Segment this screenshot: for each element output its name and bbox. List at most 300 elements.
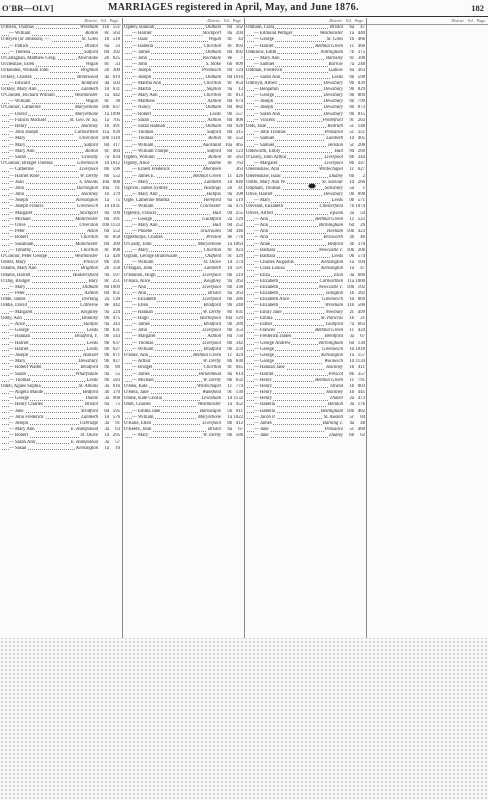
entry-name: O'Keefe, John [124, 427, 152, 433]
entry-page: 939 [112, 130, 120, 136]
entry-volume: 9b [104, 340, 109, 346]
entry-page: 424 [357, 328, 365, 334]
entry-district: Barking T. [322, 421, 343, 426]
entry-name: — Harriet [254, 43, 274, 49]
entry-volume: 8b [227, 297, 232, 303]
entry-name: — George [254, 346, 275, 352]
register-entry [123, 433, 244, 439]
entry-volume: 1d [227, 179, 232, 185]
entry-name: — Michael [9, 216, 31, 222]
entry-district: Stockport [202, 31, 221, 37]
entry-page: 926 [235, 124, 243, 129]
entry-name: — Arthur [132, 359, 151, 365]
entry-district: St. Giles [326, 37, 343, 43]
entry-volume: 1d [349, 346, 354, 352]
entry-name: — Mary [132, 247, 149, 253]
entry-volume: 4a [104, 74, 109, 80]
entry-district: Newcastle T. [318, 247, 343, 253]
entry-name: — Joseph [132, 74, 152, 80]
entry-district: Bedford [82, 390, 98, 396]
entry-page: 518 [112, 37, 120, 43]
entry-page: 1000 [355, 278, 365, 284]
entry-district: Whitechapel [319, 167, 343, 173]
entry-volume: 8b [227, 272, 232, 278]
entry-name: — Thomas [132, 340, 154, 346]
entry-page: 923 [235, 247, 243, 253]
entry-page: 466 [357, 37, 365, 43]
entry-volume: 8d [227, 68, 232, 74]
entry-page: 899 [235, 62, 243, 68]
entry-volume: 4a [104, 80, 109, 86]
entry-name: — Harriet [132, 31, 152, 37]
entry-name: — Ann [132, 291, 146, 297]
subheader-label: District. [84, 18, 98, 23]
entry-page: 627 [112, 346, 120, 352]
entry-page: 375 [357, 49, 365, 55]
entry-volume: 5c [349, 427, 354, 433]
entry-district: Oldham [205, 105, 221, 111]
entry-name: O'Hea, Kate [124, 383, 148, 389]
entry-page: 475 [112, 315, 120, 321]
entry-page: 851 [112, 291, 120, 297]
entry-volume: 1c [349, 216, 354, 222]
entry-name: Olds, Jane [246, 124, 266, 129]
entry-volume: 9a [104, 322, 109, 327]
entry-page: 506 [357, 303, 365, 309]
entry-page: 869 [357, 297, 365, 303]
entry-district: Aston [87, 229, 98, 235]
entry-volume: 1b [104, 192, 109, 198]
entry-volume: 1d [227, 396, 232, 402]
entry-district: Hull [212, 223, 221, 228]
entry-volume: 1c [349, 43, 354, 49]
entry-district: Brentwood [77, 74, 98, 80]
entry-district: Lewisham [201, 396, 221, 402]
entry-volume: 8c [227, 93, 232, 99]
entry-district: Colchester [200, 204, 221, 210]
entry-name: O'Grady, John [124, 241, 152, 247]
entry-volume: 2a [349, 210, 354, 216]
entry-volume: 8a [104, 210, 109, 216]
entry-name: Oliffe, Mary Ann W. [246, 179, 286, 185]
entry-volume: 6a [227, 291, 232, 297]
entry-volume: 8c [227, 37, 232, 43]
entry-page: 616 [112, 383, 120, 389]
entry-district: Bristol [329, 25, 343, 30]
entry-volume: 1b [349, 365, 354, 371]
entry-page: 834 [112, 154, 120, 160]
entry-name: — Harriet [254, 371, 274, 377]
entry-page: 596 [112, 167, 120, 173]
entry-district: Liverpool [79, 167, 98, 173]
entry-volume: 8b [227, 433, 232, 439]
entry-district: Lambeth [326, 136, 343, 142]
entry-volume: 1a [349, 266, 354, 272]
entry-district: Brighton [80, 68, 98, 74]
entry-district: Kensington [321, 352, 343, 358]
entry-page: 464 [112, 148, 120, 154]
entry-name: — Robert [132, 111, 152, 117]
entry-volume: 3a [349, 334, 354, 340]
entry-volume: 6a [104, 43, 109, 49]
entry-page: 340 [235, 229, 243, 235]
entry-name: Oldman, Frederick [246, 68, 283, 74]
entry-page: 263 [235, 291, 243, 297]
entry-page: 353 [235, 328, 243, 334]
entry-district: Marylebone [74, 105, 98, 111]
entry-district: Liverpool [202, 284, 221, 290]
entry-name: — George Andrew [254, 340, 291, 346]
entry-name: Ogden, Hannah [124, 25, 155, 30]
entry-volume: 8c [104, 235, 109, 241]
entry-district: Bradford [203, 303, 221, 309]
entry-name: — Mary [9, 136, 26, 142]
entry-name: — Henry [254, 377, 272, 383]
entry-district: Brixworth [323, 235, 343, 241]
entry-name: — Ernest Frederick [132, 167, 170, 173]
entry-page: 13 [238, 86, 243, 92]
entry-district: Woolwich [324, 359, 343, 365]
entry-volume: 3b [349, 241, 354, 247]
entry-name: — Henry [254, 383, 272, 389]
entry-name: — Sarah Ann [254, 111, 281, 117]
entry-page: 48 [360, 421, 365, 426]
entry-page: 21 [360, 315, 365, 321]
entry-name: Odde, James [1, 297, 26, 303]
entry-page: 282 [357, 291, 365, 297]
entry-volume: 8d [104, 216, 109, 222]
entry-name: — Hannah [132, 309, 153, 315]
entry-volume: 9b [227, 111, 232, 117]
entry-page: 442 [112, 93, 120, 99]
entry-volume: 9a [227, 86, 232, 92]
entry-page: 1012 [110, 161, 120, 167]
register-column-4 [366, 18, 488, 638]
entry-district: Marylebone [197, 414, 221, 420]
entry-volume: 1d [104, 433, 109, 439]
entry-volume: 3a [104, 383, 109, 389]
entry-district: Hexham [327, 229, 343, 235]
entry-district: Wrexham [325, 303, 343, 309]
entry-page: 274 [235, 260, 243, 266]
entry-district: Carmarthen [319, 278, 343, 284]
entry-district: Leeds [331, 198, 343, 204]
entry-district: Clitheroe [80, 303, 98, 309]
entry-district: St. Albans [78, 383, 98, 389]
entry-name: — Emma [254, 315, 273, 321]
entry-volume: 8d [104, 49, 109, 55]
entry-district: Guildford [202, 216, 221, 222]
entry-name: — Hugh [132, 315, 149, 321]
entry-page: 597 [235, 266, 243, 272]
entry-page: 671 [112, 352, 120, 358]
entry-name: — Alice [9, 322, 26, 327]
entry-name: — James E. [132, 173, 156, 179]
entry-district: E. Hampstead [70, 427, 98, 433]
entry-volume: 8c [227, 43, 232, 49]
entry-name: O'Hara, Alice [124, 278, 151, 284]
entry-district: Chorlton [203, 365, 221, 371]
entry-district: Wrexham [80, 25, 98, 30]
entry-name: — Olive [9, 223, 26, 228]
entry-volume: 8d [227, 25, 232, 30]
entry-district: Carmarthen [74, 130, 98, 136]
entry-district: Lambeth [204, 179, 221, 185]
entry-page: 263 [357, 117, 365, 123]
subheader-label: Vol. [345, 18, 352, 23]
entry-district: Bradford [203, 346, 221, 352]
entry-page: 67 [360, 334, 365, 340]
entry-name: — John Frederick [9, 414, 44, 420]
entry-district: Bristol [207, 427, 221, 433]
subheader-label: District. [451, 18, 465, 23]
entry-district: Bradford [80, 365, 98, 371]
entry-volume: 3a [104, 427, 109, 433]
entry-volume: 10b [101, 223, 109, 228]
entry-district: Thame [84, 396, 98, 402]
entry-volume: 8d [227, 74, 232, 80]
entry-name: Oglesby, Francis [124, 210, 157, 216]
entry-page: 426 [235, 173, 243, 179]
entry-page: 62 [360, 433, 365, 439]
entry-name: — Elizabeth [254, 278, 279, 284]
entry-volume: 11a [102, 130, 109, 136]
entry-volume: 9b [349, 74, 354, 80]
entry-name: O'Connell, Richard William [1, 93, 55, 99]
entry-page: 552 [235, 136, 243, 142]
entry-page: 631 [112, 86, 120, 92]
entry-page: 562 [235, 25, 243, 30]
entry-name: O'Connor, Peter George [1, 253, 48, 259]
entry-volume: 3b [104, 390, 109, 396]
entry-district: W. Derby [203, 433, 221, 439]
entry-district: Manchester [75, 241, 98, 247]
entry-district: Salford [207, 148, 221, 154]
entry-volume: 9a [104, 371, 109, 377]
entry-name: — John [132, 62, 148, 68]
entry-volume: 7a [349, 322, 354, 327]
entry-district: Hunslet [83, 352, 98, 358]
entry-district: Bristol [84, 43, 98, 49]
entry-district: Ulverston [79, 223, 98, 228]
entry-page: 674 [235, 99, 243, 105]
entry-page: 557 [235, 111, 243, 117]
entry-district: Marylebone [74, 111, 98, 117]
entry-volume: 9c [227, 253, 232, 259]
entry-name: — William [132, 414, 154, 420]
entry-name: — Mary [9, 142, 26, 148]
entry-name: — Martin [132, 86, 152, 92]
entry-page: 968 [112, 396, 120, 402]
entry-name: Olerenshaw, Isaac [246, 173, 281, 179]
entry-name: — Ann [254, 216, 268, 222]
entry-volume: 6a [227, 427, 232, 433]
entry-volume: 9b [227, 346, 232, 352]
entry-volume: 5a [349, 185, 354, 191]
entry-district: W. Derby [80, 173, 98, 179]
entry-district: Bolton [85, 31, 98, 37]
entry-page: 791 [357, 377, 365, 383]
entry-district: Leeds [331, 74, 343, 80]
entry-name: O'Hera, Jane [124, 390, 149, 396]
entry-volume: 8d [104, 142, 109, 148]
entry-page: 46 [360, 235, 365, 241]
entry-page: 563 [235, 154, 243, 160]
entry-name: — Mary Ann [132, 93, 158, 99]
entry-page: 803 [357, 383, 365, 389]
entry-volume: 6d [104, 229, 109, 235]
entry-page: 519 [235, 198, 243, 204]
entry-volume: 1b [349, 37, 354, 43]
entry-page: 552 [112, 229, 120, 235]
entry-district: Halifax [206, 192, 221, 198]
entry-name: Ockley, Mary Ann [1, 86, 37, 92]
entry-volume: 9d [227, 223, 232, 228]
entry-volume: 1b [349, 315, 354, 321]
entry-volume: 1a [349, 352, 354, 358]
entry-district: Chorlton [203, 247, 221, 253]
entry-page: 358 [112, 266, 120, 272]
entry-name: — Ellen [132, 303, 149, 309]
entry-page: 900 [112, 179, 120, 185]
entry-volume: 1d [104, 414, 109, 420]
entry-page: 1022 [233, 414, 243, 420]
entry-district: Rochdale [202, 55, 221, 61]
entry-name: Oliveant, Elizabeth [246, 204, 284, 210]
entry-page: 763 [235, 161, 243, 167]
entry-page: 869 [357, 93, 365, 99]
entry-name: O'Day, Bridget [1, 278, 30, 284]
entry-district: St. Olave [80, 433, 98, 439]
entry-volume: 1a [227, 241, 232, 247]
entry-district: Dewsbury [78, 359, 98, 365]
entry-volume: 2a [104, 297, 109, 303]
entry-volume: 8d [227, 117, 232, 123]
entry-district: Dewsbury [323, 80, 343, 86]
entry-volume: 10a [225, 142, 232, 148]
entry-district: Barrow [328, 62, 343, 68]
entry-volume: 6a [227, 198, 232, 204]
entry-volume: 8d [104, 284, 109, 290]
entry-district: Prescot [83, 260, 98, 266]
entry-district: S. Stoke [205, 62, 221, 68]
entry-volume: 8d [227, 99, 232, 105]
entry-volume: 1a [104, 198, 109, 204]
entry-name: — Harriet [9, 340, 29, 346]
register-entry [245, 433, 366, 439]
entry-page: 552 [112, 173, 120, 179]
entry-name: — Jane [254, 433, 269, 439]
entry-name: Oddy, Ann [1, 315, 22, 321]
entry-page: 614 [235, 371, 243, 377]
entry-volume: 8d [227, 148, 232, 154]
entry-district: Bethnal Green [315, 377, 343, 383]
entry-volume: 1a [104, 253, 109, 259]
entry-district: Kensington [321, 260, 343, 266]
entry-district: Stratford [80, 408, 98, 414]
entry-page: 123 [235, 148, 243, 154]
page-number: 182 [471, 3, 484, 13]
entry-page: 813 [235, 93, 243, 99]
entry-page: 309 [112, 241, 120, 247]
entry-page: 75 [115, 198, 120, 204]
entry-district: Uxbridge [79, 421, 98, 426]
entry-page: 347 [357, 161, 365, 167]
entry-page: 130 [357, 340, 365, 346]
entry-district: W. Derby [203, 309, 221, 315]
entry-page: 705 [112, 117, 120, 123]
entry-name: Ogilby, Alice [124, 161, 150, 167]
entry-district: Bethnal Green [315, 43, 343, 49]
entry-name: — Samuel [254, 136, 275, 142]
entry-name: O'Brien, Thomas [1, 25, 34, 30]
entry-name: — Esther [254, 322, 273, 327]
entry-district: Oldfield [205, 253, 221, 259]
entry-volume: 8c [104, 148, 109, 154]
entry-district: Bristol [207, 291, 221, 297]
entry-district: Ulverston [79, 136, 98, 142]
entry-volume: 1a [349, 260, 354, 266]
entry-page: 424 [235, 352, 243, 358]
entry-volume: 9a [227, 278, 232, 284]
entry-district: Westminster [197, 402, 221, 408]
entry-name: Oldroyd, Alfred [246, 80, 277, 86]
entry-volume: 1d [349, 297, 354, 303]
entry-page: 370 [357, 241, 365, 247]
entry-page: 1010 [233, 74, 243, 80]
entry-name: — John Thomas [254, 130, 286, 136]
entry-volume: 6b [349, 173, 354, 179]
entry-page: 2 [362, 173, 365, 179]
entry-volume: 7b [349, 204, 354, 210]
entry-volume: 1d [227, 266, 232, 272]
entry-district: Dorking [82, 297, 98, 303]
entry-name: — Isabella [132, 43, 153, 49]
entry-volume: 1b [349, 383, 354, 389]
entry-name: — Margaret [9, 309, 33, 315]
entry-district: Hereford [203, 198, 221, 204]
entry-district: Newcastle T. [318, 284, 343, 290]
entry-name: — James [132, 49, 150, 55]
entry-name: — Jacob P. [254, 414, 276, 420]
entry-page: 89 [115, 365, 120, 371]
entry-volume: 5c [349, 142, 354, 148]
entry-volume: 9b [349, 198, 354, 204]
entry-district: Greenwich [322, 346, 343, 352]
entry-page: 631 [235, 309, 243, 315]
entry-district: Dudley [329, 173, 343, 179]
entry-district: Salford [207, 130, 221, 136]
entry-volume: 8e [104, 303, 109, 309]
entry-name: — Angela Maude [9, 390, 44, 396]
entry-name: — Margaret [132, 334, 156, 340]
entry-district: Greenwich [322, 297, 343, 303]
entry-volume: 9d [227, 229, 232, 235]
entry-name: — John [9, 192, 25, 198]
entry-name: — Vincent [254, 117, 275, 123]
subheader-label: Page. [232, 18, 242, 23]
entry-volume: 3b [349, 235, 354, 241]
entry-district: Liverpool [324, 161, 343, 167]
entry-district: Keighley [203, 278, 221, 284]
entry-volume: 9b [104, 365, 109, 371]
entry-name: — William [132, 142, 154, 148]
entry-volume: 9b [104, 346, 109, 352]
entry-district: Redruth [327, 124, 343, 129]
entry-volume: 4a [349, 421, 354, 426]
entry-page: 33 [115, 62, 120, 68]
entry-name: — Phoebe [132, 229, 153, 235]
